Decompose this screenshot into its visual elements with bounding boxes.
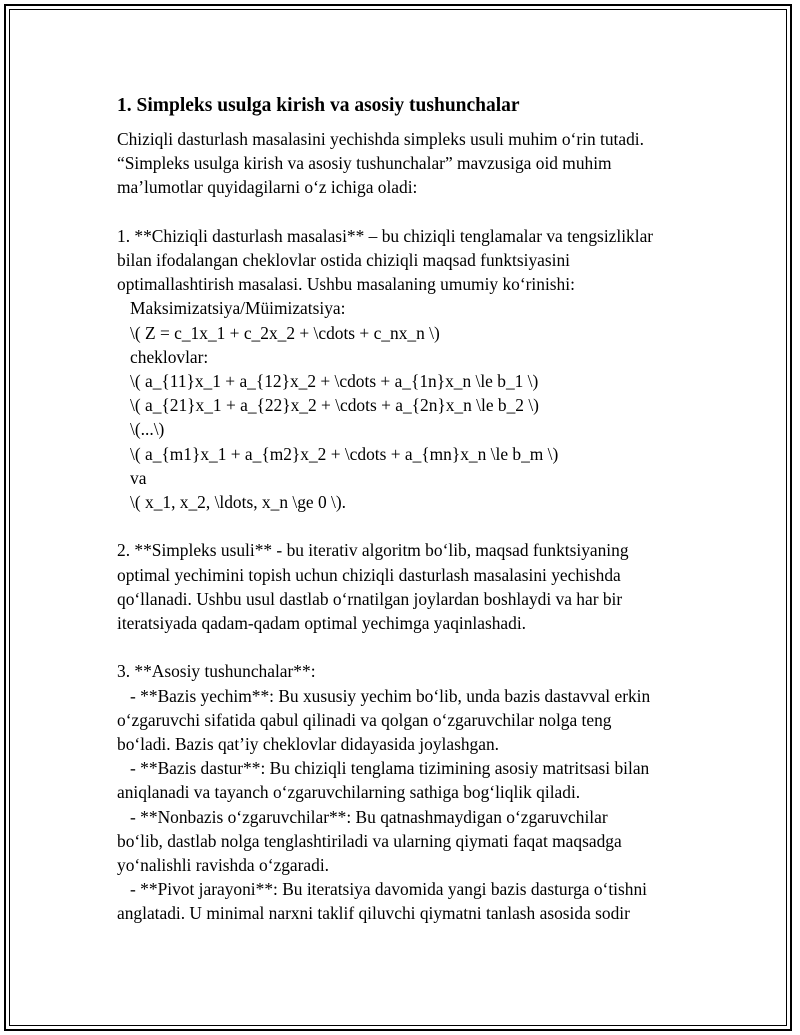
text-line: cheklovlar: (117, 346, 209, 367)
text-line: “Simpleks usulga kirish va asosiy tushunchalar” mavzusiga oid muhim (117, 153, 612, 174)
formula-line: \( a_{m1}x_1 + a_{m2}x_2 + \cdots + a_{mn}x_n \le b_m \) (117, 443, 559, 464)
text-line: ma’lumotlar quyidagilarni o‘z ichiga oladi: (117, 177, 418, 198)
formula-line: \( a_{11}x_1 + a_{12}x_2 + \cdots + a_{1n}x_n \le b_1 \) (117, 371, 539, 392)
text-line: - **Bazis yechim**: Bu xususiy yechim bo‘lib, unda bazis dastavval erkin (117, 685, 651, 706)
text-line: iteratsiyada qadam-qadam optimal yechimga yaqinlashadi. (117, 613, 527, 634)
paragraph-spacer (117, 635, 697, 659)
text-line: va (117, 467, 147, 488)
text-line: aniqlanadi va tayanch o‘zgaruvchilarning sathiga bog‘liqlik qiladi. (117, 782, 581, 803)
text-line: 2. **Simpleks usuli** - bu iterativ algoritm bo‘lib, maqsad funktsiyaning (117, 540, 629, 561)
paragraph-spacer (117, 200, 697, 224)
document-body (117, 92, 697, 926)
formula-line: \( Z = c_1x_1 + c_2x_2 + \cdots + c_nx_n \) (117, 322, 440, 343)
text-line: Chiziqli dasturlash masalasini yechishda simpleks usuli muhim o‘rin tutadi. (117, 129, 644, 149)
text-line: - **Nonbazis o‘zgaruvchilar**: Bu qatnashmaydigan o‘zgaruvchilar (117, 806, 608, 827)
text-line: qo‘llanadi. Ushbu usul dastlab o‘rnatilgan joylardan boshlaydi va har bir (117, 588, 623, 609)
paragraph-spacer (117, 514, 697, 538)
text-line: yo‘nalishli ravishda o‘zgaradi. (117, 855, 329, 876)
formula-line: \( x_1, x_2, \ldots, x_n \ge 0 \). (117, 492, 346, 513)
text-line: optimal yechimini topish uchun chiziqli dasturlash masalasini yechishda (117, 564, 621, 585)
text-line: anglatadi. U minimal narxni taklif qiluvchi qiymatni tanlash asosida sodir (117, 903, 630, 924)
section-1 (117, 224, 697, 514)
text-line: optimallashtirish masalasi. Ushbu masalaning umumiy ko‘rinishi: (117, 274, 575, 295)
text-line: Maksimizatsiya/Müimizatsiya: (117, 298, 346, 319)
text-line: 3. **Asosiy tushunchalar**: (117, 661, 316, 682)
text-line: - **Pivot jarayoni**: Bu iteratsiya davomida yangi bazis dasturga o‘tishni (117, 879, 647, 900)
formula-line: \(...\) (117, 419, 165, 440)
section-3 (117, 659, 697, 925)
text-line: bo‘ladi. Bazis qat’iy cheklovlar didayasida joylashgan. (117, 734, 499, 755)
text-line: bo‘lib, dastlab nolga tenglashtiriladi va ularning qiymati faqat maqsadga (117, 830, 622, 851)
intro-paragraph (117, 127, 697, 200)
formula-line: \( a_{21}x_1 + a_{22}x_2 + \cdots + a_{2n}x_n \le b_2 \) (117, 395, 539, 416)
text-line: bilan ifodalangan cheklovlar ostida chiziqli maqsad funktsiyasini (117, 250, 571, 270)
document-title: 1. Simpleks usulga kirish va asosiy tushunchalar (117, 95, 520, 116)
section-2 (117, 538, 697, 635)
text-line: 1. **Chiziqli dasturlash masalasi** – bu chiziqli tenglamalar va tengsizliklar (117, 225, 654, 246)
text-line: - **Bazis dastur**: Bu chiziqli tenglama tizimining asosiy matritsasi bilan (117, 758, 650, 779)
text-line: o‘zgaruvchi sifatida qabul qilinadi va qolgan o‘zgaruvchilar nolga teng (117, 709, 612, 730)
